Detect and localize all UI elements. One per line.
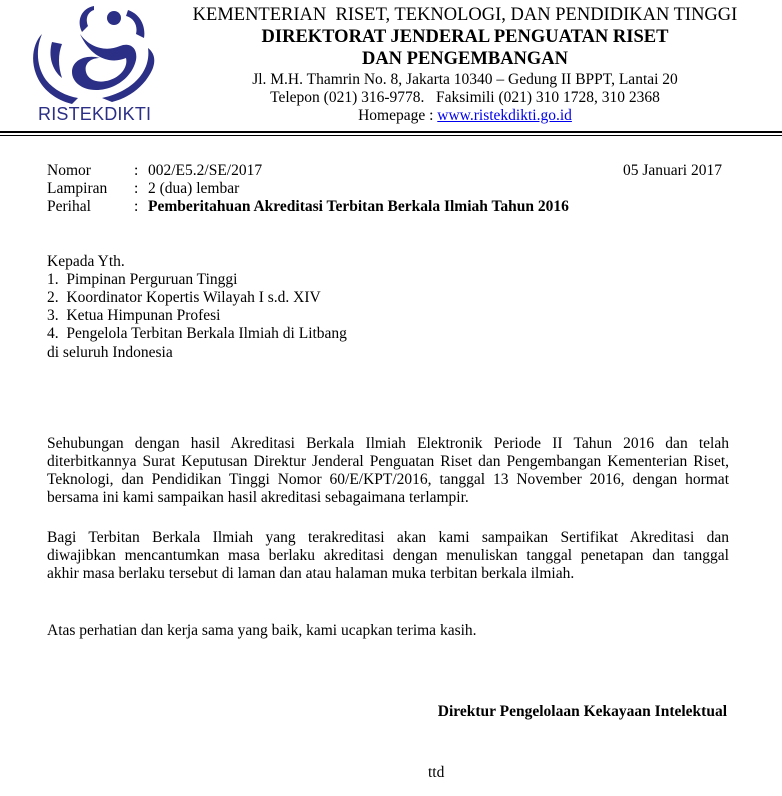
lampiran-value: 2 (dua) lembar (148, 180, 240, 197)
perihal-colon: : (134, 198, 139, 215)
paragraph-3: Atas perhatian dan kerja sama yang baik, kami ucapkan terima kasih. (47, 622, 477, 639)
paragraph-line: diwajibkan mencantumkan masa berlaku akreditasi dengan menuliskan tanggal penetapan dan tanggal (47, 547, 729, 564)
paragraph-2 (47, 529, 729, 583)
perihal-label: Perihal (47, 198, 91, 215)
address: Jl. M.H. Thamrin No. 8, Jakarta 10340 – Gedung II BPPT, Lantai 20 (252, 71, 678, 88)
lampiran-label: Lampiran (47, 180, 108, 197)
signatory-title: Direktur Pengelolaan Kekayaan Intelektual (437, 703, 727, 720)
nomor-value: 002/E5.2/SE/2017 (148, 162, 263, 179)
phone-fax: Telepon (021) 316-9778. Faksimili (021) 310 1728, 310 2368 (270, 89, 660, 106)
paragraph-line: Sehubungan dengan hasil Akreditasi Berkala Ilmiah Elektronik Periode II Tahun 2016 dan telah (47, 435, 729, 452)
homepage (150, 108, 780, 124)
directorate-line-1: DIREKTORAT JENDERAL PENGUATAN RISET (261, 27, 669, 47)
paragraph-1 (47, 435, 729, 507)
paragraph-line: Bagi Terbitan Berkala Ilmiah yang terakreditasi akan kami sampaikan Sertifikat Akreditasi dan (47, 529, 729, 546)
homepage-link[interactable]: www.ristekdikti.go.id (437, 107, 572, 124)
logo-text: RISTEKDIKTI (38, 104, 152, 124)
paragraph-line: akhir masa berlaku tersebut di laman dan atau halaman muka terbitan berkala ilmiah. (47, 565, 575, 582)
ministry-name: KEMENTERIAN RISET, TEKNOLOGI, DAN PENDIDIKAN TINGGI (192, 5, 738, 25)
letter-date: 05 Januari 2017 (622, 162, 722, 179)
header-rule-thick (0, 131, 782, 133)
nomor-colon: : (134, 162, 139, 179)
header-rule-thin (0, 135, 782, 136)
recipient-item: 1. Pimpinan Perguruan Tinggi (47, 271, 238, 288)
recipient-item: 3. Ketua Himpunan Profesi (47, 307, 221, 324)
homepage-label: Homepage : (358, 107, 438, 124)
paragraph-line: bersama ini kami sampaikan hasil akreditasi sebagaimana terlampir. (47, 489, 469, 506)
recipient-item: 4. Pengelola Terbitan Berkala Ilmiah di Litbang (47, 325, 347, 342)
nomor-label: Nomor (47, 162, 91, 179)
perihal-value: Pemberitahuan Akreditasi Terbitan Berkala Ilmiah Tahun 2016 (148, 198, 569, 215)
recipients-closing: di seluruh Indonesia (47, 344, 173, 361)
lampiran-colon: : (134, 180, 139, 197)
ttd-mark: ttd (428, 764, 445, 781)
paragraph-line: Teknologi, dan Pendidikan Tinggi Nomor 60/E/KPT/2016, tanggal 13 November 2016, dengan hormat (47, 471, 729, 488)
directorate-line-2: DAN PENGEMBANGAN (361, 49, 569, 69)
greeting: Kepada Yth. (47, 253, 125, 270)
recipient-item: 2. Koordinator Kopertis Wilayah I s.d. XIV (47, 289, 321, 306)
paragraph-line: diterbitkannya Surat Keputusan Direktur Jenderal Penguatan Riset dan Pengembangan Kementerian Riset, (47, 453, 729, 470)
